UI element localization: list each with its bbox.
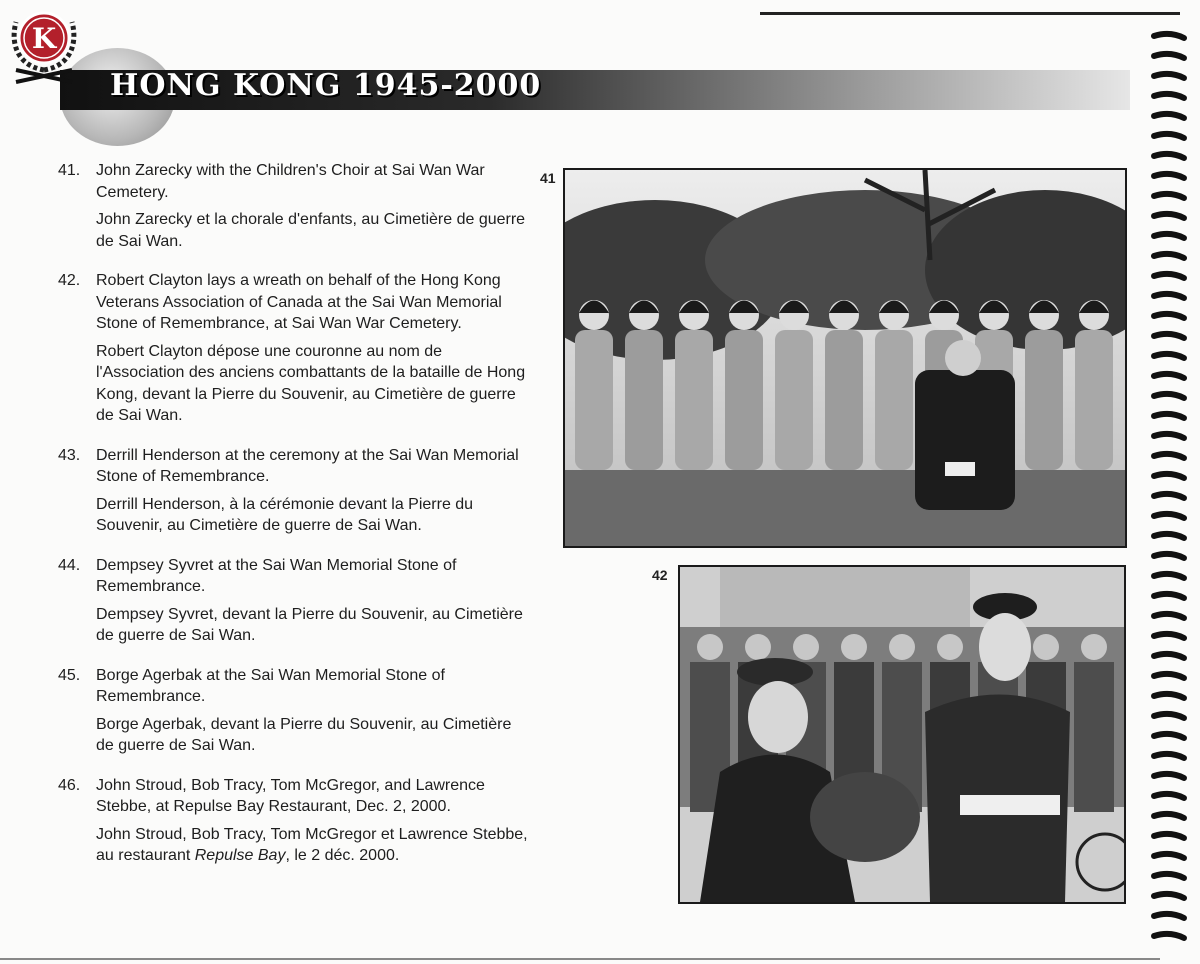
caption-41 xyxy=(58,160,528,252)
page-title: HONG KONG 1945-2000 xyxy=(110,68,542,103)
caption-french: Robert Clayton dépose une couronne au nom de l'Association des anciens combattants de la bataille de Hong Kong, devant la Pierre du Souvenir, au Cimetière de guerre de Sai Wan. xyxy=(96,342,526,424)
caption-english: Dempsey Syvret at the Sai Wan Memorial Stone of Remembrance. xyxy=(96,556,457,595)
caption-french: Derrill Henderson, à la cérémonie devant la Pierre du Souvenir, au Cimetière de guerre de Sai Wan. xyxy=(96,495,474,534)
caption-french: Dempsey Syvret, devant la Pierre du Souvenir, au Cimetière de guerre de Sai Wan. xyxy=(96,605,523,644)
caption-42 xyxy=(58,270,528,427)
bottom-rule xyxy=(0,958,1160,960)
photo-label-42: 42 xyxy=(652,567,668,583)
caption-number: 41. xyxy=(58,162,81,179)
caption-number: 43. xyxy=(58,446,81,464)
emblem-letter: K xyxy=(31,22,57,55)
caption-43 xyxy=(58,445,528,537)
caption-number: 45. xyxy=(58,666,81,684)
caption-english: Borge Agerbak at the Sai Wan Memorial Stone of Remembrance. xyxy=(96,666,445,705)
photo-42-ceremony xyxy=(678,565,1126,904)
caption-number: 44. xyxy=(58,556,81,574)
photo-label-41: 41 xyxy=(540,170,556,186)
caption-46 xyxy=(58,775,528,867)
caption-number: 42. xyxy=(58,272,81,289)
caption-english: John Zarecky with the Children's Choir at Sai Wan War Cemetery. xyxy=(96,162,485,201)
caption-number: 46. xyxy=(58,776,81,794)
caption-french-text: John Stroud, Bob Tracy, Tom McGregor et Lawrence Stebbe, au restaurant xyxy=(96,825,528,864)
caption-english: Derrill Henderson at the ceremony at the Sai Wan Memorial Stone of Remembrance. xyxy=(96,446,519,485)
emblem-icon xyxy=(4,0,84,86)
caption-list xyxy=(58,160,528,885)
caption-45 xyxy=(58,665,528,757)
caption-english: John Stroud, Bob Tracy, Tom McGregor, and Lawrence Stebbe, at Repulse Bay Restaurant, Dec. 2, 2000. xyxy=(96,776,485,815)
top-rule xyxy=(760,12,1180,15)
caption-french-text: , le 2 déc. 2000. xyxy=(285,847,400,864)
spiral-binding xyxy=(1150,30,1190,950)
caption-french xyxy=(96,824,528,867)
photo-41-choir xyxy=(563,168,1127,548)
caption-french: Borge Agerbak, devant la Pierre du Souvenir, au Cimetière de guerre de Sai Wan. xyxy=(96,715,512,754)
caption-44 xyxy=(58,555,528,647)
caption-french: John Zarecky et la chorale d'enfants, au Cimetière de guerre de Sai Wan. xyxy=(96,211,526,250)
caption-english: Robert Clayton lays a wreath on behalf of the Hong Kong Veterans Association of Canada at the Sai Wan Memorial Stone of Remembrance, at Sai Wan War Cemetery. xyxy=(96,272,502,332)
restaurant-name: Repulse Bay xyxy=(194,847,286,864)
